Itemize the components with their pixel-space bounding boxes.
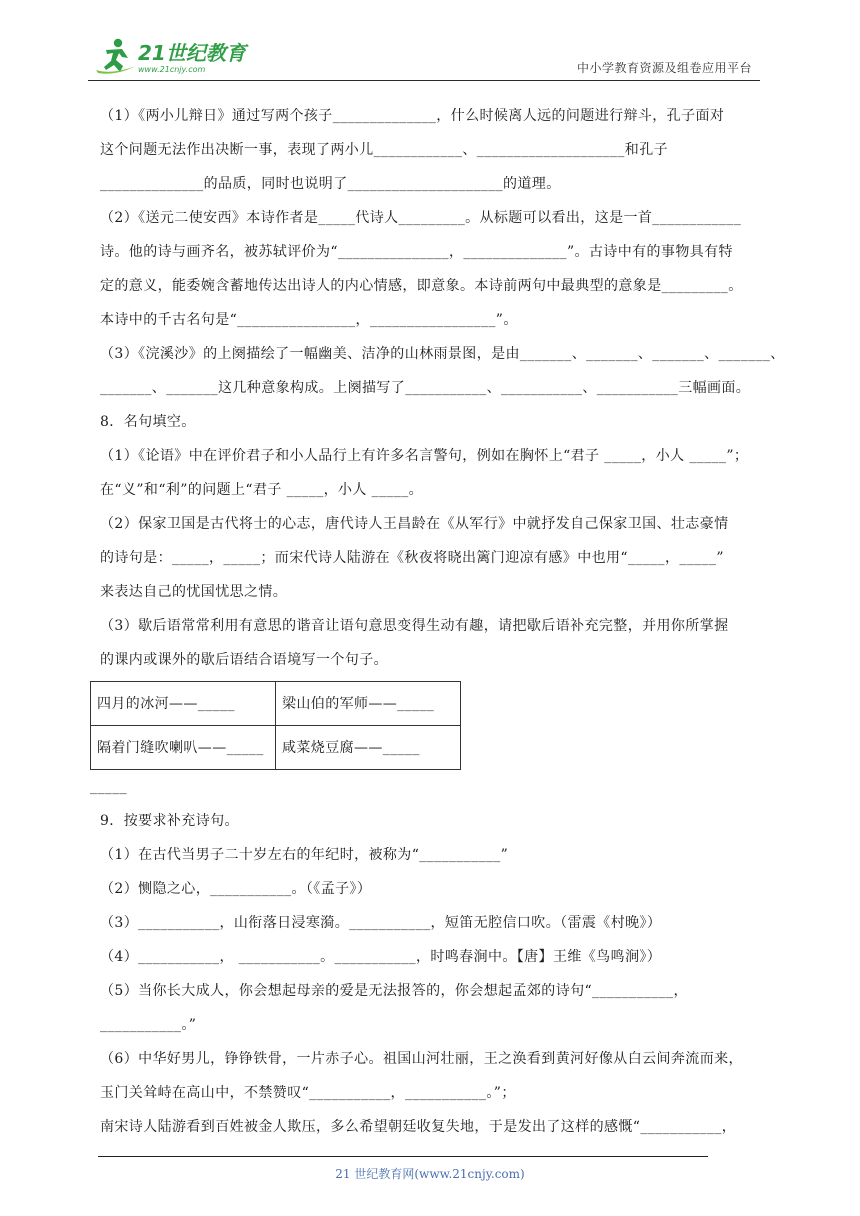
q8-2-line-3: 来表达自己的忧国忧思之情。 <box>100 584 288 600</box>
table-cell: 咸菜烧豆腐——_____ <box>276 726 461 770</box>
document-body <box>90 99 785 1144</box>
q7-2-line-3: 定的意义，能委婉含蓄地传达出诗人的内心情感，即意象。本诗前两句中最典型的意象是_________。 <box>100 278 743 294</box>
q9-2-line: （2）恻隐之心，___________。（《孟子》） <box>100 881 372 897</box>
q7-3-line-2: _______、_______这几种意象构成。上阕描写了___________、___________、___________三幅画面。 <box>100 380 751 396</box>
q9-5-line-2: ___________。” <box>100 1017 197 1033</box>
logo-brand-text: 21世纪教育 <box>138 41 246 65</box>
table-cell: 四月的冰河——_____ <box>91 682 276 726</box>
page-header <box>88 36 760 81</box>
q9-1-line: （1）在古代当男子二十岁左右的年纪时，被称为“___________” <box>100 847 509 863</box>
q7-3-line-1: （3）《浣溪沙》的上阕描绘了一幅幽美、洁净的山林雨景图，是由_______、_______、_______、_______、 <box>100 346 785 362</box>
q9-6-line-2: 玉门关耸峙在高山中，不禁赞叹“___________，___________。”； <box>100 1085 516 1101</box>
q9-4-line: （4）___________， ___________。___________，时鸣春涧中。【唐】王维《鸟鸣涧》） <box>100 949 662 965</box>
q8-3-line-2: 的课内或课外的歇后语结合语境写一个句子。 <box>100 652 388 668</box>
q7-1-line-1: （1）《两小儿辩日》通过写两个孩子______________，什么时候离人远的问题进行辩斗，孔子面对 <box>100 108 725 124</box>
q9-6-line-1: （6）中华好男儿，铮铮铁骨，一片赤子心。祖国山河壮丽，王之涣看到黄河好像从白云间奔流而来， <box>100 1051 743 1067</box>
q9-5-line-1: （5）当你长大成人，你会想起母亲的爱是无法报答的，你会想起孟郊的诗句“___________， <box>100 983 688 999</box>
xiehouyu-table <box>90 681 461 770</box>
q7-1-line-3: ______________的品质，同时也说明了_____________________的道理。 <box>100 176 561 192</box>
q9-title: 9．按要求补充诗句。 <box>100 813 239 829</box>
site-logo <box>92 36 262 78</box>
q7-1-line-2: 这个问题无法作出决断一事，表现了两小儿____________、____________________和孔子 <box>100 142 668 158</box>
q8-3-line-1: （3）歇后语常常利用有意思的谐音让语句意思变得生动有趣，请把歇后语补充完整，并用你所掌握 <box>100 618 729 634</box>
footer-divider <box>98 1156 708 1157</box>
q8-2-line-2: 的诗句是：_____，_____；而宋代诗人陆游在《秋夜将晓出篱门迎凉有感》中也用“_____，_____” <box>100 550 724 566</box>
page-footer: 21 世纪教育网(www.21cnjy.com) <box>335 1167 525 1181</box>
running-figure-icon <box>96 39 136 74</box>
q7-2-line-2: 诗。他的诗与画齐名，被苏轼评价为“_______________，______________”。古诗中有的事物具有特 <box>100 244 733 260</box>
table-cell: 隔着门缝吹喇叭——_____ <box>91 726 276 770</box>
q8-3-answer-blank: _____ <box>90 779 127 795</box>
q9-3-line: （3）___________，山衔落日浸寒漪。___________，短笛无腔信口吹。（雷震《村晚》） <box>100 915 662 931</box>
platform-name: 中小学教育资源及组卷应用平台 <box>576 61 752 75</box>
table-row <box>91 726 461 770</box>
table-cell: 梁山伯的军师——_____ <box>276 682 461 726</box>
q7-2-line-1: （2）《送元二使安西》本诗作者是_____代诗人_________。从标题可以看出，这是一首____________ <box>100 210 742 226</box>
q7-2-line-4: 本诗中的千古名句是“________________，_________________”。 <box>100 312 518 328</box>
q8-title: 8．名句填空。 <box>100 414 196 430</box>
logo-url-text: www.21cnjy.com <box>138 65 206 74</box>
q9-6-line-3: 南宋诗人陆游看到百姓被金人欺压，多么希望朝廷收复失地，于是发出了这样的感慨“___________， <box>100 1119 737 1135</box>
q8-2-line-1: （2）保家卫国是古代将士的心志，唐代诗人王昌龄在《从军行》中就抒发自己保家卫国、壮志豪情 <box>100 516 729 532</box>
q8-1-line-1: （1）《论语》中在评价君子和小人品行上有许多名言警句，例如在胸怀上“君子 _____，小人 _____”； <box>100 448 749 464</box>
table-row <box>91 682 461 726</box>
q8-1-line-2: 在“义”和“利”的问题上“君子 _____，小人 _____。 <box>100 482 424 498</box>
